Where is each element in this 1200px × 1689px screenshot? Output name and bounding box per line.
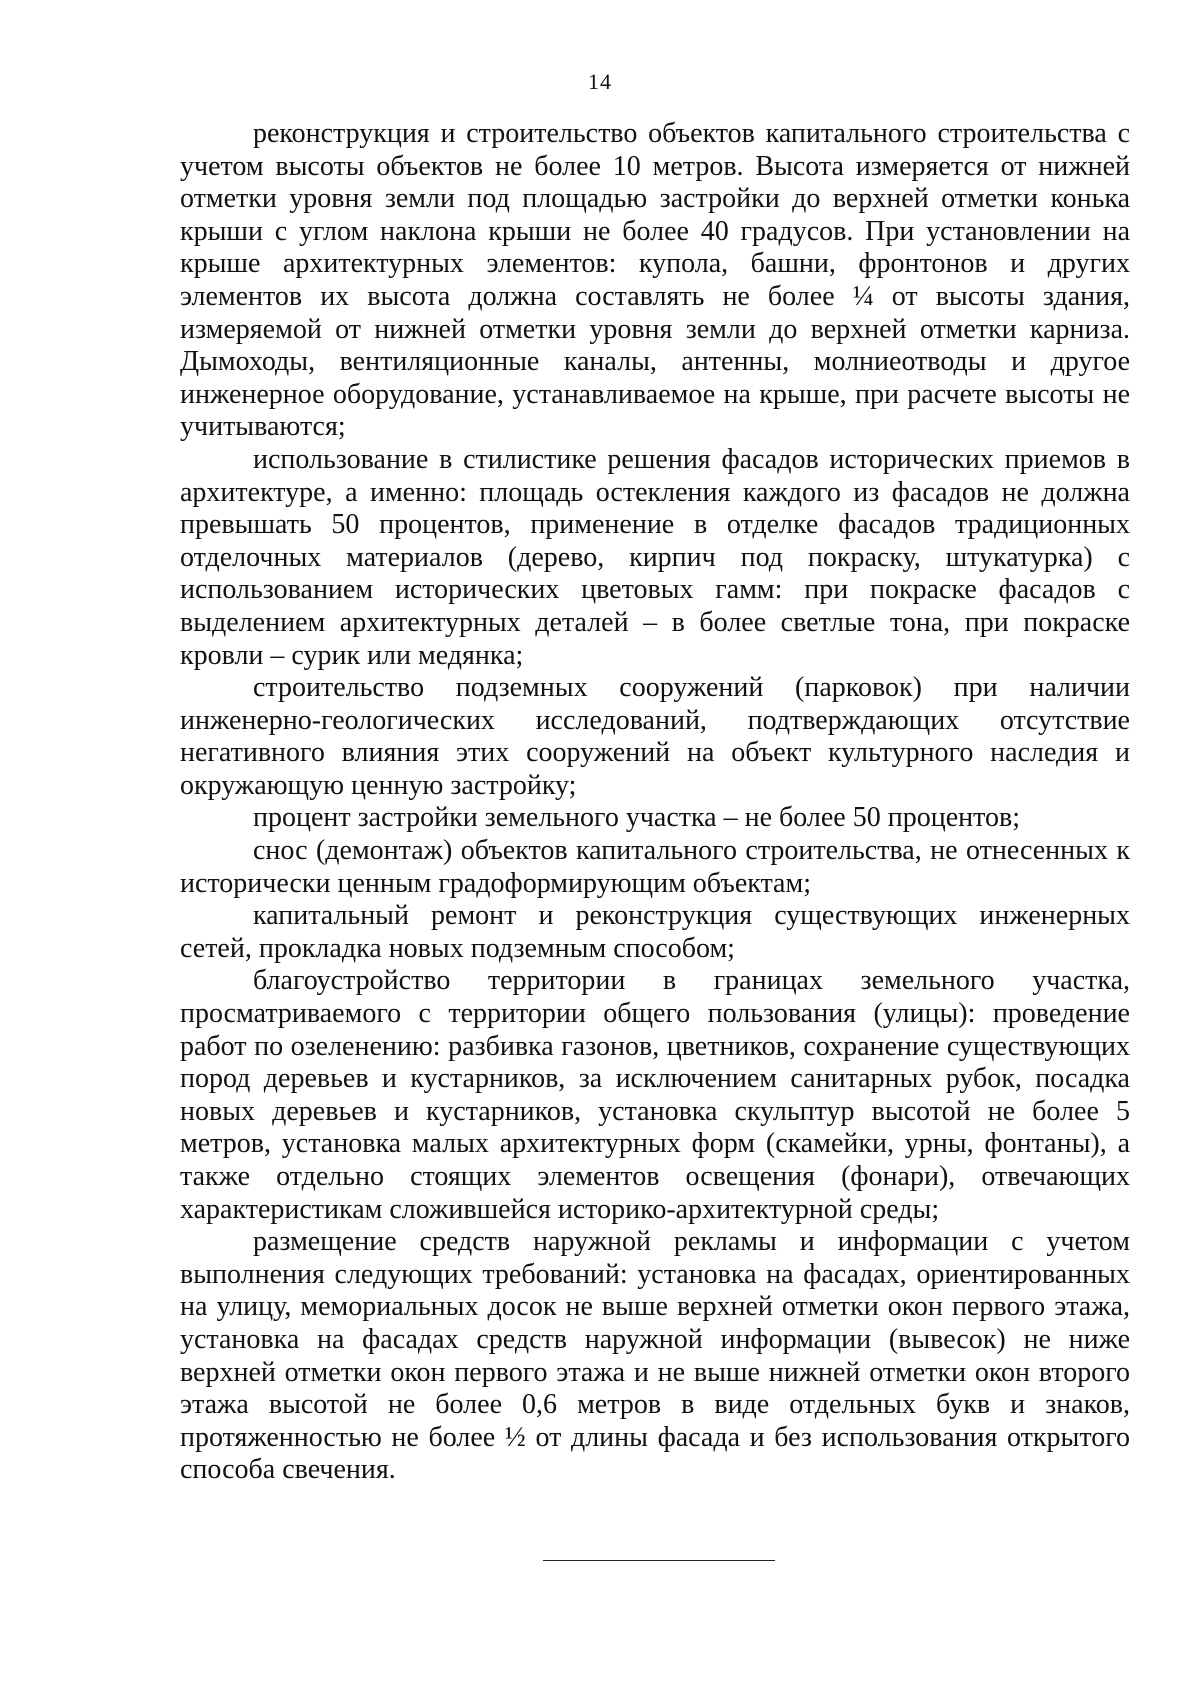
page-number: 14 xyxy=(588,69,612,94)
paragraph-facade-style: использование в стилистике решения фасадов исторических приемов в архитектуре, а именно: площадь остекления каждого из фасадов не должна превышать 50 процентов, применение в отделке фасадов традиционных отделочных материалов (дерево, кирпич под покраску, штукатурка) с использованием исторических цветовых гамм: при покраске фасадов с выделением архитектурных деталей – в более светлые тона, при покраске кровли – сурик или медянка; xyxy=(180,443,1130,671)
paragraph-building-percentage: процент застройки земельного участка – не более 50 процентов; xyxy=(253,802,1020,834)
paragraph-demolition: снос (демонтаж) объектов капитального строительства, не отнесенных к исторически ценным градоформирующим объектам; xyxy=(180,835,1130,899)
paragraph-advertising: размещение средств наружной рекламы и информации с учетом выполнения следующих требований: установка на фасадах, ориентированных на улицу, мемориальных досок не выше верхней отметки окон первого этажа, установка на фасадах средств наружной информации (вывесок) не ниже верхней отметки окон первого этажа и не выше нижней отметки окон второго этажа высотой не более 0,6 метров в виде отдельных букв и знаков, протяженностью не более ½ от длины фасада и без использования открытого способа свечения. xyxy=(180,1226,1130,1486)
paragraph-landscaping: благоустройство территории в границах земельного участка, просматриваемого с территории общего пользования (улицы): проведение работ по озеленению: разбивка газонов, цветников, сохранение существующих пород деревьев и кустарников, за исключением санитарных рубок, посадка новых деревьев и кустарников, установка скульптур высотой не более 5 метров, установка малых архитектурных форм (скамейки, урны, фонтаны), а также отдельно стоящих элементов освещения (фонари), отвечающих характеристикам сложившейся историко-архитектурной среды; xyxy=(180,965,1130,1225)
paragraph-underground-construction: строительство подземных сооружений (парковок) при наличии инженерно-геологических исследований, подтверждающих отсутствие негативного влияния этих сооружений на объект культурного наследия и окружающую ценную застройку; xyxy=(180,672,1130,801)
end-divider-line xyxy=(543,1560,775,1561)
document-body xyxy=(180,118,1130,1487)
paragraph-utility-networks: капитальный ремонт и реконструкция существующих инженерных сетей, прокладка новых подземным способом; xyxy=(180,900,1130,964)
paragraph-reconstruction-height: реконструкция и строительство объектов капитального строительства с учетом высоты объектов не более 10 метров. Высота измеряется от нижней отметки уровня земли под площадью застройки до верхней отметки конька крыши с углом наклона крыши не более 40 градусов. При установлении на крыше архитектурных элементов: купола, башни, фронтонов и других элементов их высота должна составлять не более ¼ от высоты здания, измеряемой от нижней отметки уровня земли до верхней отметки карниза. Дымоходы, вентиляционные каналы, антенны, молниеотводы и другое инженерное оборудование, устанавливаемое на крыше, при расчете высоты не учитываются; xyxy=(180,118,1130,443)
